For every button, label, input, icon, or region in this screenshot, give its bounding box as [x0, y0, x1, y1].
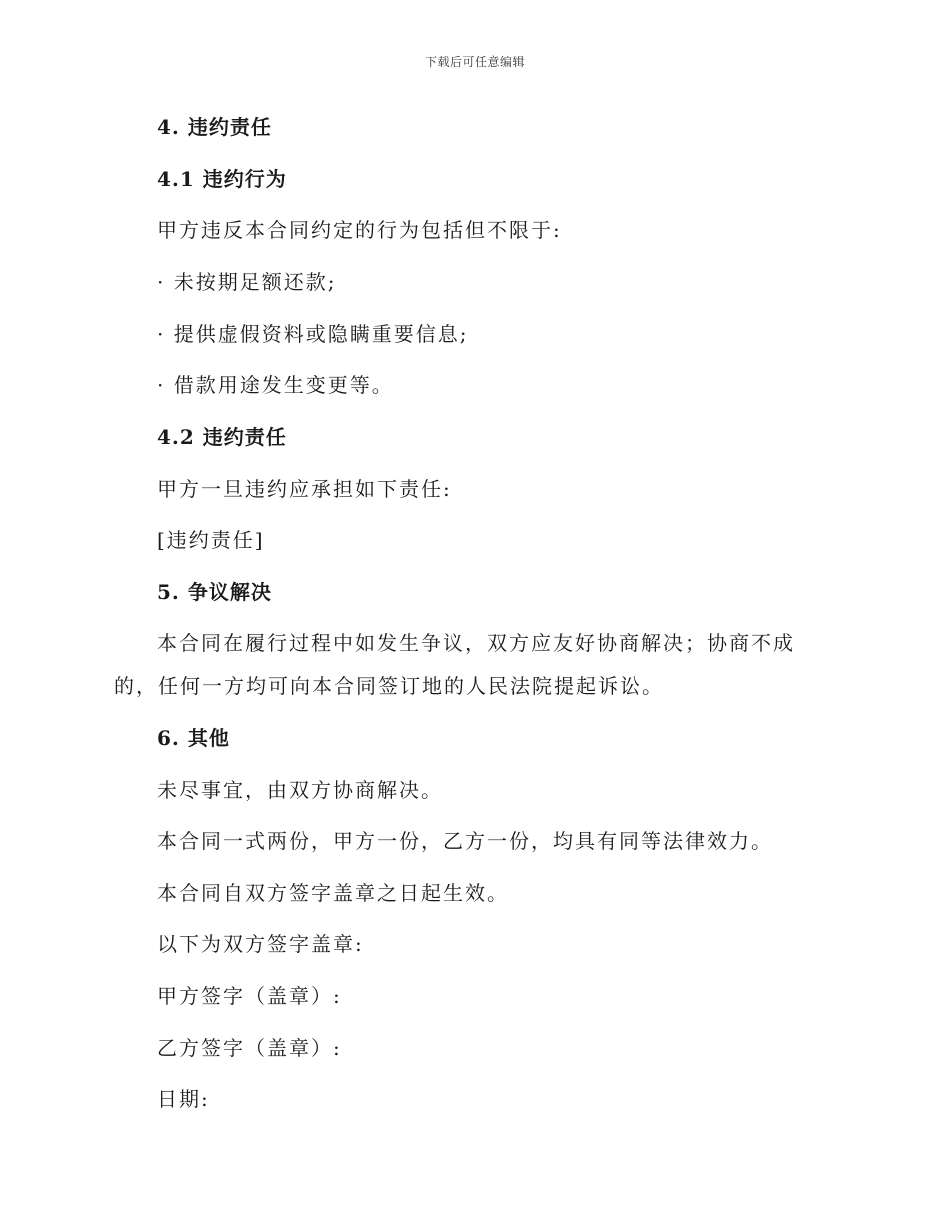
page-header-note: 下载后可任意编辑: [424, 55, 525, 69]
list-item: · 未按期足额还款;: [157, 270, 337, 294]
party-b-signature-label: 乙方签字（盖章）:: [157, 1036, 342, 1060]
section-4-2-intro: 甲方一旦违约应承担如下责任:: [157, 477, 452, 501]
section-4-1-title: 4.1 违约行为: [157, 167, 287, 191]
section-6-line: 本合同一式两份，甲方一份，乙方一份，均具有同等法律效力。: [157, 829, 773, 853]
section-4-2-placeholder: [违约责任]: [157, 528, 265, 552]
section-5-body-wrap: [114, 622, 834, 708]
party-a-signature-label: 甲方签字（盖章）:: [157, 984, 342, 1008]
signature-intro: 以下为双方签字盖章:: [157, 932, 364, 956]
date-label: 日期:: [157, 1087, 210, 1111]
list-item: · 提供虚假资料或隐瞒重要信息;: [157, 322, 469, 346]
section-5-body: 本合同在履行过程中如发生争议，双方应友好协商解决；协商不成的，任何一方均可向本合同签订地的人民法院提起诉讼。: [114, 631, 795, 698]
section-6-title: 6. 其他: [157, 726, 230, 750]
section-5-title: 5. 争议解决: [157, 580, 272, 604]
section-4-2-title: 4.2 违约责任: [157, 425, 287, 449]
section-4-1-intro: 甲方违反本合同约定的行为包括但不限于:: [157, 218, 562, 242]
section-6-line: 未尽事宜，由双方协商解决。: [157, 778, 443, 802]
section-4-title: 4. 违约责任: [157, 115, 272, 139]
section-6-line: 本合同自双方签字盖章之日起生效。: [157, 881, 509, 905]
list-item: · 借款用途发生变更等。: [157, 373, 394, 397]
